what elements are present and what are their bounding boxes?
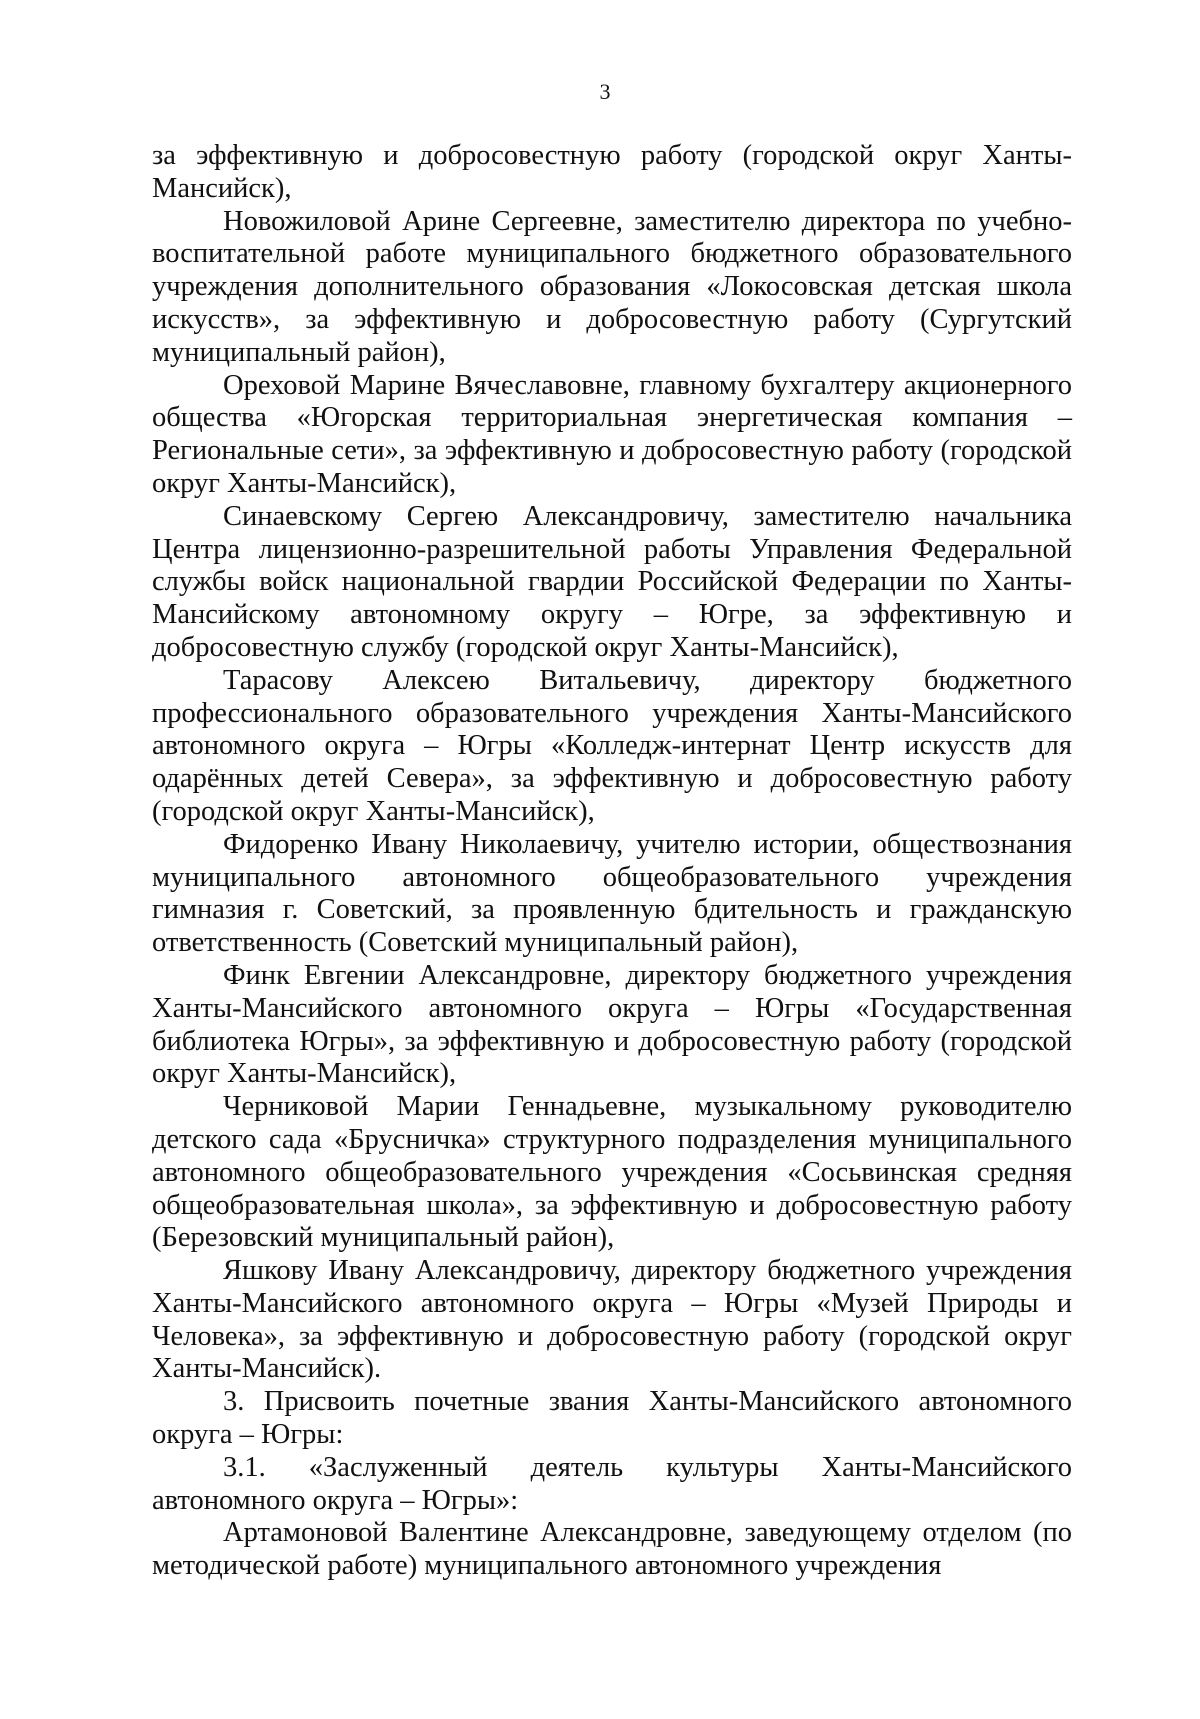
section-3-1-heading: 3.1. «Заслуженный деятель культуры Ханты-Мансийского автономного округа – Югры»:: [152, 1451, 1072, 1516]
award-continuation-paragraph: за эффективную и добросовестную работу (городской округ Ханты-Мансийск),: [152, 140, 1072, 204]
award-artamonova-paragraph: Артамоновой Валентине Александровне, заведующему отделом (по методической работе) муниципального автономного учреждения: [152, 1517, 1072, 1582]
award-sinaevsky-paragraph: Синаевскому Сергею Александровичу, заместителю начальника Центра лицензионно-разрешительной работы Управления Федеральной службы войск национальной гвардии Российской Федерации по Ханты-Мансийскому автономному округу – Югре, за эффективную и добросовестную службу (городской округ Ханты-Мансийск),: [152, 500, 1072, 663]
award-novozhilova-paragraph: Новожиловой Арине Сергеевне, заместителю директора по учебно-воспитательной работе муниципального бюджетного образовательного учреждения дополнительного образования «Локосовская детская школа искусств», за эффективную и добросовестную работу (Сургутский муниципальный район),: [152, 205, 1072, 368]
award-fidorenko-paragraph: Фидоренко Ивану Николаевичу, учителю истории, обществознания муниципального автономного общеобразовательного учреждения гимназия г. Советский, за проявленную бдительность и гражданскую ответственность (Советский муниципальный район),: [152, 828, 1072, 959]
award-orekhova-paragraph: Ореховой Марине Вячеславовне, главному бухгалтеру акционерного общества «Югорская территориальная энергетическая компания – Региональные сети», за эффективную и добросовестную работу (городской округ Ханты-Мансийск),: [152, 369, 1072, 499]
section-3-heading: 3. Присвоить почетные звания Ханты-Мансийского автономного округа – Югры:: [152, 1386, 1072, 1451]
page-number: 3: [599, 79, 611, 104]
award-tarasov-paragraph: Тарасову Алексею Витальевичу, директору бюджетного профессионального образовательного учреждения Ханты-Мансийского автономного округа – Югры «Колледж-интернат Центр искусств для одарённых детей Севера», за эффективную и добросовестную работу (городской округ Ханты-Мансийск),: [152, 664, 1072, 827]
award-chernikova-paragraph: Черниковой Марии Геннадьевне, музыкальному руководителю детского сада «Брусничка» структурного подразделения муниципального автономного общеобразовательного учреждения «Сосьвинская средняя общеобразовательная школа», за эффективную и добросовестную работу (Березовский муниципальный район),: [152, 1091, 1072, 1254]
document-body: [152, 140, 1072, 1583]
award-fink-paragraph: Финк Евгении Александровне, директору бюджетного учреждения Ханты-Мансийского автономного округа – Югры «Государственная библиотека Югры», за эффективную и добросовестную работу (городской округ Ханты-Мансийск),: [152, 959, 1072, 1090]
award-yashkov-paragraph: Яшкову Ивану Александровичу, директору бюджетного учреждения Ханты-Мансийского автономного округа – Югры «Музей Природы и Человека», за эффективную и добросовестную работу (городской округ Ханты-Мансийск).: [152, 1255, 1072, 1385]
